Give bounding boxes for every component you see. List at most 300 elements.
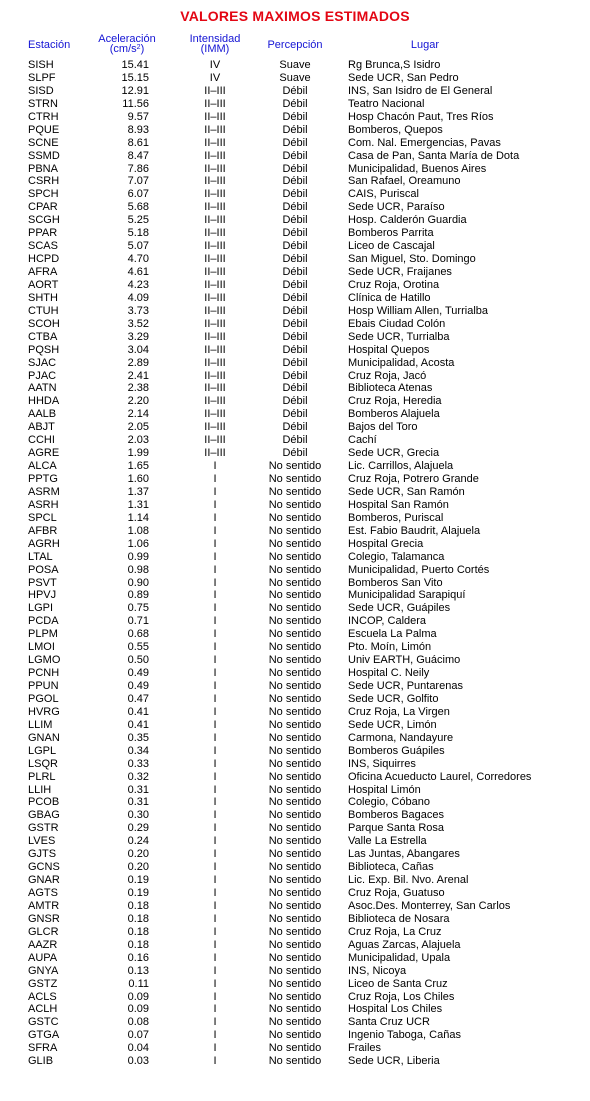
cell-estacion: SCOH xyxy=(28,317,60,330)
cell-aceleracion: 3.04 xyxy=(127,343,149,356)
cell-estacion: SSMD xyxy=(28,149,60,162)
cell-intensidad: I xyxy=(213,1029,217,1042)
cell-estacion: SJAC xyxy=(28,356,57,369)
cell-lugar: Hosp Chacón Paut, Tres Ríos xyxy=(348,110,494,123)
cell-estacion: PPUN xyxy=(28,680,59,692)
cell-aceleracion: 4.23 xyxy=(127,278,149,291)
cell-intensidad: I xyxy=(213,990,217,1003)
cell-intensidad: I xyxy=(213,589,217,602)
cell-percepcion: No sentido xyxy=(268,796,322,809)
table-row xyxy=(0,201,590,214)
cell-estacion: GTGA xyxy=(28,1029,60,1042)
cell-percepcion: Débil xyxy=(282,97,308,110)
cell-lugar: Clínica de Hatillo xyxy=(348,291,431,304)
cell-estacion: SHTH xyxy=(28,291,58,304)
table-row xyxy=(0,188,590,201)
table-row xyxy=(0,1016,590,1029)
table-row xyxy=(0,111,590,124)
cell-aceleracion: 0.19 xyxy=(127,887,149,899)
cell-aceleracion: 0.71 xyxy=(127,615,149,628)
cell-estacion: SFRA xyxy=(28,1042,58,1055)
cell-percepcion: Débil xyxy=(282,382,308,395)
cell-aceleracion: 0.55 xyxy=(127,641,149,654)
cell-percepcion: Débil xyxy=(282,421,308,434)
table-row xyxy=(0,150,590,163)
table-row xyxy=(0,771,590,784)
cell-aceleracion: 5.25 xyxy=(127,214,149,227)
cell-percepcion: Débil xyxy=(282,356,308,369)
cell-intensidad: I xyxy=(213,524,217,537)
cell-lugar: Sede UCR, Fraijanes xyxy=(348,266,452,278)
cell-intensidad: I xyxy=(213,964,217,977)
cell-intensidad: II–III xyxy=(204,408,226,421)
document-title: VALORES MAXIMOS ESTIMADOS xyxy=(180,8,410,24)
cell-estacion: LGPL xyxy=(28,744,57,757)
cell-intensidad: II–III xyxy=(204,317,226,330)
cell-intensidad: II–III xyxy=(204,447,226,460)
cell-percepcion: Débil xyxy=(282,278,308,291)
table-row xyxy=(0,279,590,292)
cell-aceleracion: 0.18 xyxy=(127,899,149,912)
cell-aceleracion: 0.07 xyxy=(127,1029,149,1042)
cell-aceleracion: 0.89 xyxy=(127,589,149,602)
cell-estacion: AAZR xyxy=(28,938,58,951)
cell-intensidad: II–III xyxy=(204,175,226,188)
cell-aceleracion: 1.99 xyxy=(127,447,149,460)
table-row xyxy=(0,745,590,758)
cell-lugar: Hospital Grecia xyxy=(348,537,424,550)
cell-aceleracion: 0.18 xyxy=(127,925,149,938)
cell-intensidad: II–III xyxy=(204,162,226,175)
cell-lugar: San Rafael, Oreamuno xyxy=(348,175,461,188)
cell-lugar: Sede UCR, Limón xyxy=(348,718,437,731)
cell-intensidad: II–III xyxy=(204,227,226,240)
cell-lugar: Rg Brunca,S Isidro xyxy=(348,59,441,71)
cell-estacion: GSTR xyxy=(28,822,59,835)
cell-intensidad: I xyxy=(213,576,217,589)
cell-percepcion: No sentido xyxy=(268,938,322,951)
cell-aceleracion: 12.91 xyxy=(121,84,149,97)
cell-lugar: Bomberos San Vito xyxy=(348,576,443,589)
cell-percepcion: No sentido xyxy=(268,925,322,938)
table-row xyxy=(0,758,590,771)
cell-intensidad: II–III xyxy=(204,291,226,304)
table-row xyxy=(0,137,590,150)
cell-lugar: Bajos del Toro xyxy=(348,421,418,434)
cell-aceleracion: 0.18 xyxy=(127,938,149,951)
cell-estacion: PCNH xyxy=(28,667,60,680)
cell-percepcion: No sentido xyxy=(268,770,322,783)
cell-lugar: Bomberos Bagaces xyxy=(348,809,444,822)
cell-aceleracion: 9.57 xyxy=(127,110,149,123)
table-row xyxy=(0,1029,590,1042)
table-row xyxy=(0,357,590,370)
cell-intensidad: I xyxy=(213,783,217,796)
table-row xyxy=(0,784,590,797)
table-row xyxy=(0,266,590,279)
cell-estacion: AGTS xyxy=(28,887,58,899)
cell-percepcion: Débil xyxy=(282,304,308,317)
cell-percepcion: No sentido xyxy=(268,1016,322,1029)
cell-intensidad: I xyxy=(213,731,217,744)
cell-percepcion: Débil xyxy=(282,266,308,278)
cell-lugar: Municipalidad Sarapiquí xyxy=(348,589,466,602)
cell-lugar: Hospital C. Neily xyxy=(348,667,430,680)
cell-intensidad: I xyxy=(213,822,217,835)
cell-percepcion: No sentido xyxy=(268,990,322,1003)
cell-percepcion: No sentido xyxy=(268,628,322,641)
cell-intensidad: IV xyxy=(209,59,221,71)
cell-aceleracion: 2.20 xyxy=(127,395,149,408)
cell-percepcion: No sentido xyxy=(268,602,322,615)
header-intensidad xyxy=(180,34,250,54)
cell-aceleracion: 0.20 xyxy=(127,861,149,874)
table-row xyxy=(0,408,590,421)
cell-percepcion: No sentido xyxy=(268,874,322,887)
cell-intensidad: I xyxy=(213,550,217,563)
cell-intensidad: I xyxy=(213,602,217,615)
table-row xyxy=(0,292,590,305)
cell-aceleracion: 2.14 xyxy=(127,408,149,421)
cell-estacion: LGPI xyxy=(28,602,54,615)
cell-intensidad: II–III xyxy=(204,201,226,214)
cell-estacion: SPCL xyxy=(28,511,57,524)
cell-aceleracion: 0.98 xyxy=(127,563,149,576)
cell-lugar: Escuela La Palma xyxy=(348,628,437,641)
cell-intensidad: II–III xyxy=(204,266,226,278)
cell-percepcion: No sentido xyxy=(268,680,322,692)
cell-intensidad: I xyxy=(213,1055,217,1068)
table-row xyxy=(0,615,590,628)
table-row xyxy=(0,124,590,137)
cell-percepcion: No sentido xyxy=(268,589,322,602)
cell-estacion: POSA xyxy=(28,563,59,576)
cell-percepcion: No sentido xyxy=(268,498,322,511)
cell-lugar: CAIS, Puriscal xyxy=(348,188,419,201)
cell-intensidad: I xyxy=(213,537,217,550)
cell-intensidad: I xyxy=(213,925,217,938)
cell-intensidad: I xyxy=(213,861,217,874)
table-row xyxy=(0,874,590,887)
cell-aceleracion: 1.31 xyxy=(127,498,149,511)
cell-lugar: Colegio, Cóbano xyxy=(348,796,430,809)
cell-aceleracion: 2.89 xyxy=(127,356,149,369)
cell-aceleracion: 0.09 xyxy=(127,990,149,1003)
cell-aceleracion: 7.07 xyxy=(127,175,149,188)
cell-aceleracion: 6.07 xyxy=(127,188,149,201)
cell-intensidad: II–III xyxy=(204,356,226,369)
cell-lugar: Municipalidad, Buenos Aires xyxy=(348,162,487,175)
cell-percepcion: No sentido xyxy=(268,473,322,485)
cell-aceleracion: 1.08 xyxy=(127,524,149,537)
cell-intensidad: I xyxy=(213,1042,217,1055)
table-row xyxy=(0,952,590,965)
cell-estacion: HCPD xyxy=(28,253,60,266)
cell-intensidad: IV xyxy=(209,71,221,84)
cell-intensidad: I xyxy=(213,680,217,692)
cell-aceleracion: 5.68 xyxy=(127,201,149,214)
cell-estacion: GNYA xyxy=(28,964,59,977)
cell-percepcion: Débil xyxy=(282,330,308,343)
cell-lugar: Bomberos, Puriscal xyxy=(348,511,444,524)
cell-estacion: LMOI xyxy=(28,641,55,654)
cell-percepcion: Débil xyxy=(282,395,308,408)
cell-percepcion: No sentido xyxy=(268,718,322,731)
table-row xyxy=(0,331,590,344)
table-row xyxy=(0,887,590,900)
cell-percepcion: No sentido xyxy=(268,809,322,822)
cell-intensidad: II–III xyxy=(204,304,226,317)
table-row xyxy=(0,59,590,72)
cell-estacion: HHDA xyxy=(28,395,60,408)
table-row xyxy=(0,796,590,809)
cell-aceleracion: 15.15 xyxy=(121,71,149,84)
cell-aceleracion: 8.61 xyxy=(127,136,149,149)
table-row xyxy=(0,706,590,719)
cell-percepcion: No sentido xyxy=(268,744,322,757)
table-row xyxy=(0,253,590,266)
table-row xyxy=(0,641,590,654)
cell-percepcion: No sentido xyxy=(268,692,322,705)
cell-percepcion: Suave xyxy=(279,59,311,71)
cell-aceleracion: 3.73 xyxy=(127,304,149,317)
table-row xyxy=(0,939,590,952)
cell-intensidad: II–III xyxy=(204,123,226,136)
table-row xyxy=(0,861,590,874)
cell-lugar: Cruz Roja, La Virgen xyxy=(348,705,450,718)
cell-estacion: GLCR xyxy=(28,925,59,938)
cell-intensidad: II–III xyxy=(204,214,226,227)
cell-intensidad: I xyxy=(213,770,217,783)
table-row xyxy=(0,370,590,383)
cell-lugar: Bomberos, Quepos xyxy=(348,123,443,136)
cell-percepcion: Débil xyxy=(282,123,308,136)
cell-intensidad: I xyxy=(213,654,217,667)
cell-estacion: SPCH xyxy=(28,188,59,201)
cell-estacion: SCGH xyxy=(28,214,60,227)
cell-percepcion: No sentido xyxy=(268,460,322,473)
cell-aceleracion: 2.03 xyxy=(127,434,149,447)
table-row xyxy=(0,913,590,926)
cell-percepcion: Débil xyxy=(282,291,308,304)
cell-aceleracion: 0.03 xyxy=(127,1055,149,1068)
header-intensidad-unit: (IMM) xyxy=(200,43,230,55)
table-row xyxy=(0,602,590,615)
table-row xyxy=(0,900,590,913)
cell-percepcion: No sentido xyxy=(268,848,322,861)
cell-lugar: Biblioteca de Nosara xyxy=(348,912,450,925)
cell-aceleracion: 0.99 xyxy=(127,550,149,563)
cell-aceleracion: 0.30 xyxy=(127,809,149,822)
cell-intensidad: I xyxy=(213,912,217,925)
cell-lugar: Municipalidad, Puerto Cortés xyxy=(348,563,490,576)
table-row xyxy=(0,719,590,732)
table-row xyxy=(0,1042,590,1055)
cell-lugar: Aguas Zarcas, Alajuela xyxy=(348,938,461,951)
cell-estacion: AGRE xyxy=(28,447,60,460)
cell-lugar: Frailes xyxy=(348,1042,382,1055)
cell-estacion: ABJT xyxy=(28,421,55,434)
cell-percepcion: Débil xyxy=(282,136,308,149)
cell-percepcion: Débil xyxy=(282,240,308,253)
table-row xyxy=(0,344,590,357)
cell-lugar: Casa de Pan, Santa María de Dota xyxy=(348,149,520,162)
cell-lugar: Biblioteca, Cañas xyxy=(348,861,434,874)
cell-lugar: Com. Nal. Emergencias, Pavas xyxy=(348,136,501,149)
cell-intensidad: I xyxy=(213,796,217,809)
cell-estacion: CTBA xyxy=(28,330,58,343)
cell-estacion: LTAL xyxy=(28,550,53,563)
cell-percepcion: No sentido xyxy=(268,1029,322,1042)
cell-estacion: GSTZ xyxy=(28,977,58,990)
cell-lugar: Bomberos Alajuela xyxy=(348,408,440,421)
cell-estacion: PLPM xyxy=(28,628,58,641)
cell-estacion: HVRG xyxy=(28,705,60,718)
cell-estacion: LSQR xyxy=(28,757,58,770)
cell-estacion: CTUH xyxy=(28,304,59,317)
table-row xyxy=(0,382,590,395)
cell-lugar: INS, Siquirres xyxy=(348,757,416,770)
table-row xyxy=(0,525,590,538)
cell-intensidad: II–III xyxy=(204,253,226,266)
cell-intensidad: I xyxy=(213,809,217,822)
cell-percepcion: Débil xyxy=(282,253,308,266)
cell-percepcion: No sentido xyxy=(268,1003,322,1016)
cell-percepcion: Débil xyxy=(282,434,308,447)
cell-intensidad: I xyxy=(213,460,217,473)
cell-percepcion: Débil xyxy=(282,201,308,214)
header-aceleracion-unit: $(cm/s^2)$ xyxy=(109,43,145,55)
cell-percepcion: No sentido xyxy=(268,485,322,498)
cell-estacion: SCNE xyxy=(28,136,59,149)
cell-intensidad: I xyxy=(213,511,217,524)
cell-estacion: LVES xyxy=(28,835,56,848)
cell-lugar: Carmona, Nandayure xyxy=(348,731,454,744)
cell-aceleracion: 0.41 xyxy=(127,705,149,718)
cell-lugar: Santa Cruz UCR xyxy=(348,1016,430,1029)
cell-estacion: AFRA xyxy=(28,266,58,278)
cell-percepcion: No sentido xyxy=(268,822,322,835)
cell-aceleracion: 1.06 xyxy=(127,537,149,550)
table-row xyxy=(0,447,590,460)
cell-lugar: Liceo de Santa Cruz xyxy=(348,977,448,990)
table-row xyxy=(0,512,590,525)
table-row xyxy=(0,473,590,486)
cell-lugar: Cruz Roja, La Cruz xyxy=(348,925,442,938)
cell-aceleracion: 0.16 xyxy=(127,951,149,964)
cell-aceleracion: 0.31 xyxy=(127,796,149,809)
cell-estacion: GNAR xyxy=(28,874,60,887)
table-row xyxy=(0,848,590,861)
table-row xyxy=(0,809,590,822)
cell-intensidad: I xyxy=(213,498,217,511)
cell-intensidad: I xyxy=(213,615,217,628)
cell-percepcion: Débil xyxy=(282,162,308,175)
cell-percepcion: Débil xyxy=(282,84,308,97)
cell-lugar: Parque Santa Rosa xyxy=(348,822,445,835)
cell-estacion: AORT xyxy=(28,278,59,291)
cell-intensidad: II–III xyxy=(204,240,226,253)
cell-aceleracion: 4.70 xyxy=(127,253,149,266)
cell-lugar: Las Juntas, Abangares xyxy=(348,848,460,861)
cell-estacion: SISD xyxy=(28,84,54,97)
cell-estacion: LLIH xyxy=(28,783,52,796)
cell-aceleracion: 0.35 xyxy=(127,731,149,744)
cell-percepcion: No sentido xyxy=(268,537,322,550)
cell-aceleracion: 3.52 xyxy=(127,317,149,330)
cell-aceleracion: 0.32 xyxy=(127,770,149,783)
cell-intensidad: I xyxy=(213,1003,217,1016)
cell-intensidad: I xyxy=(213,628,217,641)
cell-aceleracion: 1.14 xyxy=(127,511,149,524)
cell-intensidad: II–III xyxy=(204,434,226,447)
cell-intensidad: I xyxy=(213,848,217,861)
cell-percepcion: Débil xyxy=(282,175,308,188)
cell-estacion: GNAN xyxy=(28,731,60,744)
cell-intensidad: II–III xyxy=(204,110,226,123)
cell-estacion: ACLS xyxy=(28,990,57,1003)
cell-percepcion: No sentido xyxy=(268,511,322,524)
cell-aceleracion: 3.29 xyxy=(127,330,149,343)
cell-estacion: AMTR xyxy=(28,899,60,912)
cell-percepcion: No sentido xyxy=(268,1042,322,1055)
cell-percepcion: No sentido xyxy=(268,667,322,680)
cell-aceleracion: 0.08 xyxy=(127,1016,149,1029)
table-row xyxy=(0,693,590,706)
table-row xyxy=(0,240,590,253)
table-row xyxy=(0,499,590,512)
cell-aceleracion: 15.41 xyxy=(121,59,149,71)
cell-lugar: Sede UCR, Paraíso xyxy=(348,201,445,214)
cell-aceleracion: 4.61 xyxy=(127,266,149,278)
cell-estacion: PBNA xyxy=(28,162,58,175)
table-row xyxy=(0,538,590,551)
cell-lugar: Sede UCR, Liberia xyxy=(348,1055,440,1068)
cell-aceleracion: 2.05 xyxy=(127,421,149,434)
cell-estacion: PPAR xyxy=(28,227,58,240)
cell-intensidad: I xyxy=(213,835,217,848)
table-row xyxy=(0,628,590,641)
cell-percepcion: Suave xyxy=(279,71,311,84)
cell-lugar: Cruz Roja, Heredia xyxy=(348,395,442,408)
cell-estacion: AUPA xyxy=(28,951,58,964)
cell-lugar: Sede UCR, San Pedro xyxy=(348,71,459,84)
cell-percepcion: No sentido xyxy=(268,964,322,977)
cell-lugar: Liceo de Cascajal xyxy=(348,240,435,253)
cell-estacion: GSTC xyxy=(28,1016,59,1029)
cell-intensidad: I xyxy=(213,667,217,680)
table-row xyxy=(0,654,590,667)
cell-lugar: INS, Nicoya xyxy=(348,964,407,977)
cell-lugar: Lic. Exp. Bil. Nvo. Arenal xyxy=(348,874,469,887)
table-row xyxy=(0,1055,590,1068)
cell-intensidad: I xyxy=(213,744,217,757)
cell-aceleracion: 2.41 xyxy=(127,369,149,382)
cell-aceleracion: 0.13 xyxy=(127,964,149,977)
cell-aceleracion: 0.47 xyxy=(127,692,149,705)
cell-estacion: ASRM xyxy=(28,485,60,498)
header-estacion: Estación xyxy=(28,39,71,51)
table-row xyxy=(0,305,590,318)
cell-estacion: GNSR xyxy=(28,912,60,925)
cell-aceleracion: 7.86 xyxy=(127,162,149,175)
table-row xyxy=(0,98,590,111)
cell-percepcion: No sentido xyxy=(268,835,322,848)
cell-estacion: SLPF xyxy=(28,71,56,84)
table-row xyxy=(0,822,590,835)
cell-aceleracion: 1.65 xyxy=(127,460,149,473)
table-row xyxy=(0,434,590,447)
